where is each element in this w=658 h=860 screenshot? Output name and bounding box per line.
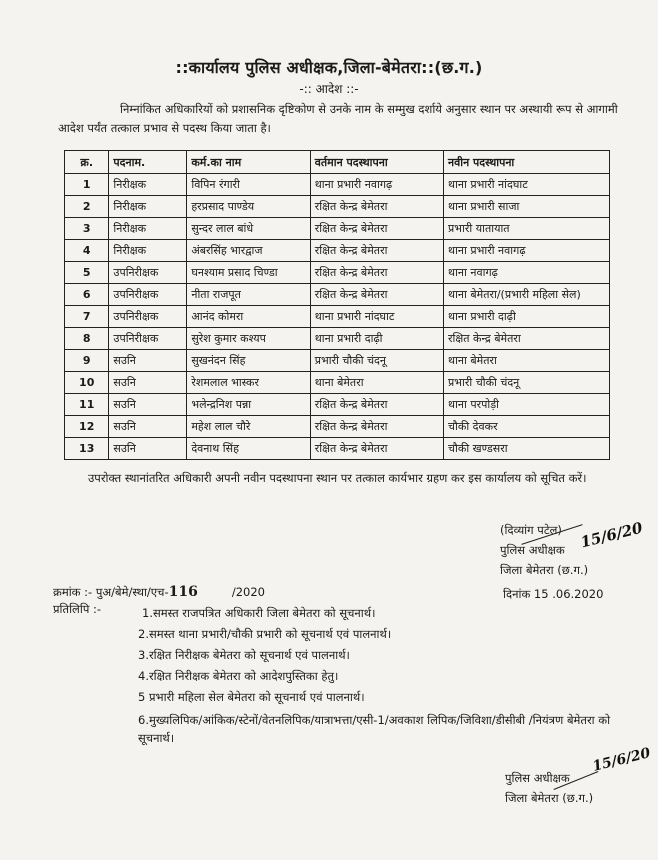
table-row	[65, 284, 610, 306]
handwritten-date-bottom: 15/6/20	[590, 745, 652, 775]
office-title: ::कार्यालय पुलिस अधीक्षक,जिला-बेमेतरा::(छ.ग.)	[175, 58, 483, 77]
cell-designation: निरीक्षक	[109, 240, 187, 262]
cell-serial: 8	[65, 328, 109, 350]
table-header-row	[65, 151, 610, 174]
cell-serial: 2	[65, 196, 109, 218]
cell-new-posting: चौकी देवकर	[444, 416, 610, 438]
cell-designation: सउनि	[109, 372, 187, 394]
cell-serial: 7	[65, 306, 109, 328]
list-item: 2.समस्त थाना प्रभारी/चौकी प्रभारी को सूचनार्थ एवं पालनार्थ।	[138, 627, 392, 641]
cell-current-posting: रक्षित केन्द्र बेमेतरा	[310, 394, 443, 416]
table-row	[65, 240, 610, 262]
order-heading: -:: आदेश ::-	[299, 82, 359, 96]
cell-serial: 1	[65, 174, 109, 196]
order-date: दिनांक 15 .06.2020	[503, 587, 604, 601]
cell-new-posting: थाना प्रभारी दाढ़ी	[444, 306, 610, 328]
cell-designation: उपनिरीक्षक	[109, 306, 187, 328]
signatory-district: जिला बेमेतरा (छ.ग.)	[500, 563, 589, 577]
handwritten-date-top: 15/6/20	[578, 518, 645, 552]
cell-serial: 6	[65, 284, 109, 306]
list-item: 5 प्रभारी महिला सेल बेमेतरा को सूचनार्थ एवं पालनार्थ।	[138, 690, 365, 704]
cell-designation: निरीक्षक	[109, 218, 187, 240]
reference-year: /2020	[231, 585, 266, 599]
cell-designation: निरीक्षक	[109, 174, 187, 196]
cell-serial: 9	[65, 350, 109, 372]
cell-serial: 11	[65, 394, 109, 416]
closing-paragraph: उपरोक्त स्थानांतरित अधिकारी अपनी नवीन पदस्थापना स्थान पर तत्काल कार्यभार ग्रहण कर इस कार्यालय को सूचित करें।	[88, 471, 587, 485]
signatory-name: (दिव्यांग पटेल)	[500, 523, 562, 537]
cell-serial: 12	[65, 416, 109, 438]
table-row	[65, 372, 610, 394]
cell-serial: 13	[65, 438, 109, 460]
copy-list	[138, 603, 618, 747]
cell-new-posting: प्रभारी यातायात	[444, 218, 610, 240]
cell-name: हरप्रसाद पाण्डेय	[187, 196, 310, 218]
cell-current-posting: थाना बेमेतरा	[310, 372, 443, 394]
cell-serial: 4	[65, 240, 109, 262]
cell-new-posting: थाना नवागढ़	[444, 262, 610, 284]
cell-new-posting: रक्षित केन्द्र बेमेतरा	[444, 328, 610, 350]
cell-name: अंबरसिंह भारद्वाज	[187, 240, 310, 262]
cell-new-posting: थाना प्रभारी नवागढ़	[444, 240, 610, 262]
cell-current-posting: प्रभारी चौकी चंदनू	[310, 350, 443, 372]
signatory-designation: पुलिस अधीक्षक	[505, 771, 570, 785]
cell-new-posting: थाना बेमेतरा	[444, 350, 610, 372]
signature-block-top	[500, 520, 588, 580]
list-item: 6.मुख्यलिपिक/आंकिक/स्टेनों/वेतनलिपिक/यात्राभत्ता/एसी-1/अवकाश लिपिक/जिविशा/डीसीबी /नियंत्रण बेमेतरा को सूचनार्थ।	[138, 713, 611, 745]
cell-name: सुखनंदन सिंह	[187, 350, 310, 372]
table-row	[65, 394, 610, 416]
signatory-designation: पुलिस अधीक्षक	[500, 543, 565, 557]
list-item: 3.रक्षित निरीक्षक बेमेतरा को सूचनार्थ एवं पालनार्थ।	[138, 648, 350, 662]
table-row	[65, 196, 610, 218]
table-row	[65, 328, 610, 350]
table-row	[65, 306, 610, 328]
cell-designation: उपनिरीक्षक	[109, 284, 187, 306]
cell-current-posting: रक्षित केन्द्र बेमेतरा	[310, 240, 443, 262]
cell-serial: 5	[65, 262, 109, 284]
cell-serial: 3	[65, 218, 109, 240]
reference-handwritten-number: 116	[168, 584, 198, 600]
signatory-district: जिला बेमेतरा (छ.ग.)	[505, 791, 594, 805]
table-row	[65, 174, 610, 196]
cell-designation: सउनि	[109, 416, 187, 438]
list-item: 1.समस्त राजपत्रित अधिकारी जिला बेमेतरा को सूचनार्थ।	[142, 606, 376, 620]
cell-current-posting: थाना प्रभारी नांदघाट	[310, 306, 443, 328]
signature-block-bottom	[505, 768, 593, 808]
cell-new-posting: थाना प्रभारी नांदघाट	[444, 174, 610, 196]
cell-new-posting: प्रभारी चौकी चंदनू	[444, 372, 610, 394]
cell-name: नीता राजपूत	[187, 284, 310, 306]
cell-current-posting: थाना प्रभारी नवागढ़	[310, 174, 443, 196]
cell-current-posting: थाना प्रभारी दाढ़ी	[310, 328, 443, 350]
reference-number	[53, 584, 265, 600]
cell-designation: सउनि	[109, 438, 187, 460]
cell-new-posting: थाना परपोड़ी	[444, 394, 610, 416]
cell-current-posting: रक्षित केन्द्र बेमेतरा	[310, 284, 443, 306]
cell-name: देवनाथ सिंह	[187, 438, 310, 460]
header-designation: पदनाम.	[109, 151, 187, 174]
cell-name: घनश्याम प्रसाद चिण्डा	[187, 262, 310, 284]
reference-prefix: क्रमांक :- पुअ/बेमे/स्था/एच-	[53, 585, 169, 599]
header-serial: क्र.	[65, 151, 109, 174]
header-name: कर्म.का नाम	[187, 151, 310, 174]
header-new-posting: नवीन पदस्थापना	[444, 151, 610, 174]
table-row	[65, 416, 610, 438]
cell-current-posting: रक्षित केन्द्र बेमेतरा	[310, 218, 443, 240]
cell-current-posting: रक्षित केन्द्र बेमेतरा	[310, 438, 443, 460]
copy-label: प्रतिलिपि :-	[53, 602, 102, 616]
cell-name: रेशमलाल भास्कर	[187, 372, 310, 394]
table-row	[65, 218, 610, 240]
cell-new-posting: थाना बेमेतरा/(प्रभारी महिला सेल)	[444, 284, 610, 306]
intro-paragraph: निम्नांकित अधिकारियों को प्रशासनिक दृष्टिकोण से उनके नाम के सम्मुख दर्शाये अनुसार स्थान पर अस्थायी रूप से आगामी आदेश पर्यंत तत्काल प्रभाव से पदस्थ किया जाता है।	[58, 102, 618, 135]
table-row	[65, 350, 610, 372]
cell-name: भलेन्द्रनिश पन्ना	[187, 394, 310, 416]
cell-name: विपिन रंगारी	[187, 174, 310, 196]
table-row	[65, 262, 610, 284]
cell-designation: उपनिरीक्षक	[109, 328, 187, 350]
cell-new-posting: थाना प्रभारी साजा	[444, 196, 610, 218]
cell-serial: 10	[65, 372, 109, 394]
cell-designation: सउनि	[109, 350, 187, 372]
header-current-posting: वर्तमान पदस्थापना	[310, 151, 443, 174]
cell-current-posting: रक्षित केन्द्र बेमेतरा	[310, 262, 443, 284]
cell-designation: सउनि	[109, 394, 187, 416]
cell-name: आनंद कोमरा	[187, 306, 310, 328]
cell-designation: उपनिरीक्षक	[109, 262, 187, 284]
table-row	[65, 438, 610, 460]
cell-designation: निरीक्षक	[109, 196, 187, 218]
cell-current-posting: रक्षित केन्द्र बेमेतरा	[310, 416, 443, 438]
cell-name: सुरेश कुमार कश्यप	[187, 328, 310, 350]
cell-current-posting: रक्षित केन्द्र बेमेतरा	[310, 196, 443, 218]
cell-new-posting: चौकी खण्डसरा	[444, 438, 610, 460]
postings-table	[64, 150, 610, 460]
cell-name: महेश लाल चौरे	[187, 416, 310, 438]
list-item: 4.रक्षित निरीक्षक बेमेतरा को आदेशपुस्तिका हेतु।	[138, 669, 339, 683]
cell-name: सुन्दर लाल बांधे	[187, 218, 310, 240]
